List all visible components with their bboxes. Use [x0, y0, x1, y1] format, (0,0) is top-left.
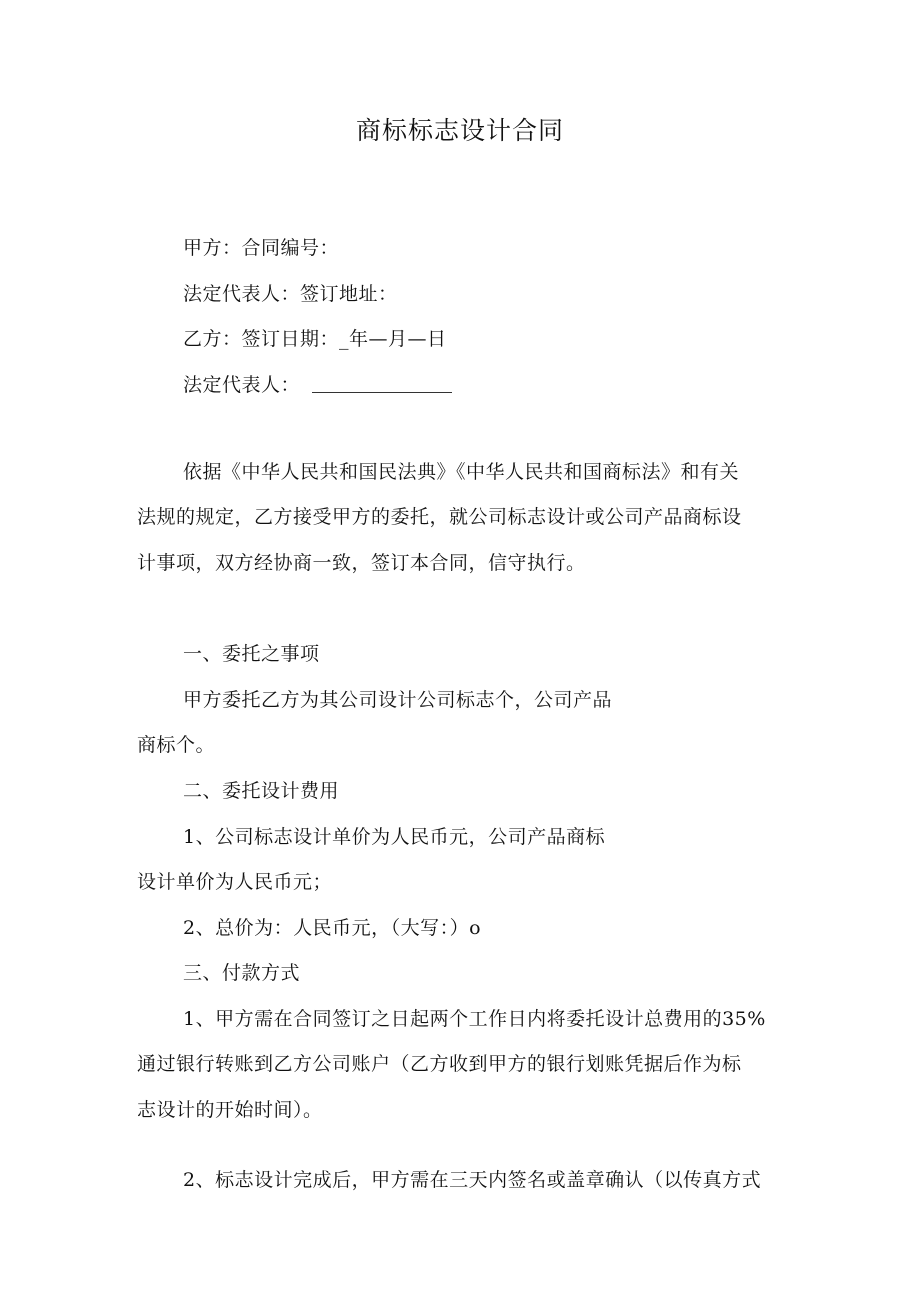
- party-a-contract-number: 甲方：合同编号：: [183, 237, 340, 259]
- preamble-line-3: 计事项，双方经协商一致，签订本合同，信守执行。: [137, 552, 586, 574]
- section-3-item-1-line-1: 1、甲方需在合同签订之日起两个工作日内将委托设计总费用的35%: [183, 1008, 766, 1030]
- document-title: 商标标志设计合同: [355, 116, 564, 145]
- section-2-item-2: 2、总价为：人民币元，（大写：）o: [183, 917, 482, 939]
- legal-rep-signature-line: [183, 373, 452, 397]
- party-b-sign-date: 乙方：签订日期：_年—月—日: [183, 328, 447, 350]
- section-3-item-1-line-2: 通过银行转账到乙方公司账户（乙方收到甲方的银行划账凭据后作为标: [137, 1053, 742, 1075]
- legal-rep-label: 法定代表人：: [183, 374, 301, 396]
- section-1-line-2: 商标个。: [137, 734, 216, 756]
- section-2-heading: 二、委托设计费用: [183, 780, 340, 802]
- section-3-heading: 三、付款方式: [183, 962, 301, 984]
- section-3-item-2: 2、标志设计完成后，甲方需在三天内签名或盖章确认（以传真方式: [183, 1169, 762, 1191]
- preamble-line-1: 依据《中华人民共和国民法典》《中华人民共和国商标法》和有关: [183, 461, 740, 483]
- section-3-item-1-line-3: 志设计的开始时间）。: [137, 1099, 323, 1121]
- section-2-item-1-line-2: 设计单价为人民币元；: [137, 871, 333, 893]
- section-1-line-1: 甲方委托乙方为其公司设计公司标志个，公司产品: [183, 689, 613, 711]
- signature-blank: [312, 374, 452, 393]
- section-2-item-1-line-1: 1、公司标志设计单价为人民币元，公司产品商标: [183, 826, 606, 848]
- preamble-line-2: 法规的规定，乙方接受甲方的委托，就公司标志设计或公司产品商标设: [137, 506, 742, 528]
- section-1-heading: 一、委托之事项: [183, 643, 320, 665]
- legal-rep-sign-address: 法定代表人：签订地址：: [183, 283, 398, 305]
